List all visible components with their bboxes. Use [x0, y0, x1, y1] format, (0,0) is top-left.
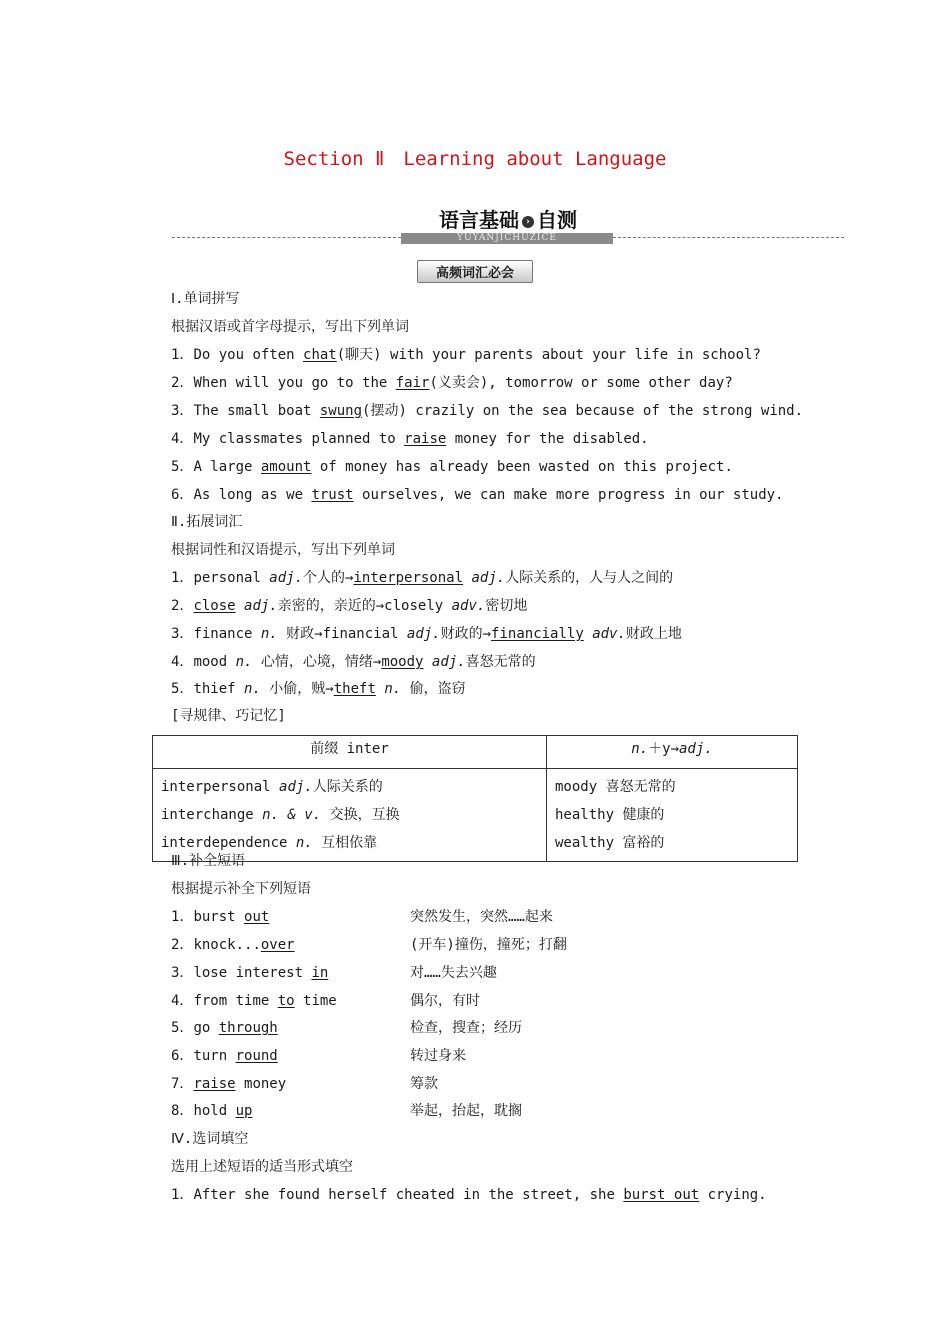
- list-item: 6．turn round 转过身来: [171, 1048, 466, 1064]
- chevron-right-icon: ›: [522, 216, 534, 228]
- part2-instruction: 根据词性和汉语提示，写出下列单词: [171, 542, 395, 558]
- table-row: interchange n. & v. 交换，互换: [161, 807, 400, 823]
- page-title: Section Ⅱ Learning about Language: [283, 148, 667, 170]
- list-item: 4．My classmates planned to raise money for the disabled.: [171, 431, 649, 447]
- banner-subtitle: YUYANJICHUZICE: [401, 233, 613, 244]
- table-row: moody 喜怒无常的: [555, 779, 676, 795]
- part1-heading: Ⅰ.单词拼写: [171, 291, 240, 307]
- answer: raise: [193, 1076, 236, 1092]
- answer: theft: [333, 681, 376, 697]
- answer: fair: [395, 375, 430, 391]
- rule-label: [寻规律、巧记忆]: [171, 708, 286, 724]
- list-item: 4．from time to time 偶尔，有时: [171, 993, 480, 1009]
- answer: round: [235, 1048, 278, 1064]
- rule-table: [152, 735, 798, 862]
- list-item: 6．As long as we trust ourselves, we can make more progress in our study.: [171, 487, 784, 503]
- table-header: 前缀 inter: [153, 736, 547, 769]
- list-item: 5．go through 检查，搜查；经历: [171, 1020, 522, 1036]
- banner-divider-right: [613, 237, 844, 238]
- list-item: 1．After she found herself cheated in the street, she burst out crying.: [171, 1187, 767, 1203]
- table-cell: [547, 769, 798, 862]
- part4-heading: Ⅳ.选词填空: [171, 1131, 249, 1147]
- table-row: interdependence n. 互相依靠: [161, 835, 378, 851]
- list-item: 8．hold up 举起，抬起，耽搁: [171, 1103, 522, 1119]
- list-item: 1．burst out 突然发生，突然……起来: [171, 909, 553, 925]
- answer: interpersonal: [353, 570, 464, 586]
- answer: to: [277, 993, 295, 1009]
- table-row: interpersonal adj.人际关系的: [161, 779, 383, 795]
- answer: financially: [491, 626, 584, 642]
- answer: trust: [311, 487, 354, 503]
- list-item: 5．A large amount of money has already been wasted on this project.: [171, 459, 733, 475]
- list-item: 3．lose interest in 对……失去兴趣: [171, 965, 497, 981]
- list-item: 1．Do you often chat(聊天) with your parents about your life in school?: [171, 347, 761, 363]
- answer: chat: [303, 347, 337, 363]
- answer: swung: [319, 403, 363, 419]
- answer: up: [235, 1103, 253, 1119]
- section-banner: [172, 204, 844, 246]
- list-item: 4．mood n. 心情，心境，情绪→moody adj.喜怒无常的: [171, 654, 536, 670]
- answer: out: [244, 909, 270, 925]
- table-cell: [153, 769, 547, 862]
- banner-divider-left: [172, 237, 401, 238]
- table-row: wealthy 富裕的: [555, 835, 665, 851]
- answer: burst out: [623, 1187, 700, 1203]
- part3-heading: Ⅲ.补全短语: [171, 853, 246, 869]
- part4-instruction: 选用上述短语的适当形式填空: [171, 1159, 353, 1175]
- part1-instruction: 根据汉语或首字母提示，写出下列单词: [171, 319, 409, 335]
- part3-instruction: 根据提示补全下列短语: [171, 881, 311, 897]
- answer: amount: [260, 459, 312, 475]
- list-item: 1．personal adj.个人的→interpersonal adj.人际关系的，人与人之间的: [171, 570, 674, 586]
- answer: over: [260, 937, 295, 953]
- table-header: n.＋y→adj.: [547, 736, 798, 769]
- answer: raise: [404, 431, 447, 447]
- answer: in: [311, 965, 329, 981]
- part2-heading: Ⅱ.拓展词汇: [171, 514, 243, 530]
- list-item: 2．When will you go to the fair(义卖会), tomorrow or some other day?: [171, 375, 733, 391]
- answer: through: [218, 1020, 278, 1036]
- answer: close: [193, 598, 236, 614]
- answer: moody: [381, 654, 424, 670]
- list-item: 5．thief n. 小偷，贼→theft n. 偷，盗窃: [171, 681, 466, 697]
- section-badge: 高频词汇必会: [0, 260, 950, 283]
- list-item: 2．close adj.亲密的，亲近的→closely adv.密切地: [171, 598, 528, 614]
- banner-title: 语言基础 › 自测: [439, 208, 577, 232]
- list-item: 3．finance n. 财政→financial adj.财政的→financially adv.财政上地: [171, 626, 682, 642]
- list-item: 3．The small boat swung(摆动) crazily on the sea because of the strong wind.: [171, 403, 804, 419]
- list-item: 2．knock...over (开车)撞伤，撞死；打翻: [171, 937, 567, 953]
- table-row: healthy 健康的: [555, 807, 665, 823]
- list-item: 7．raise money 筹款: [171, 1076, 438, 1092]
